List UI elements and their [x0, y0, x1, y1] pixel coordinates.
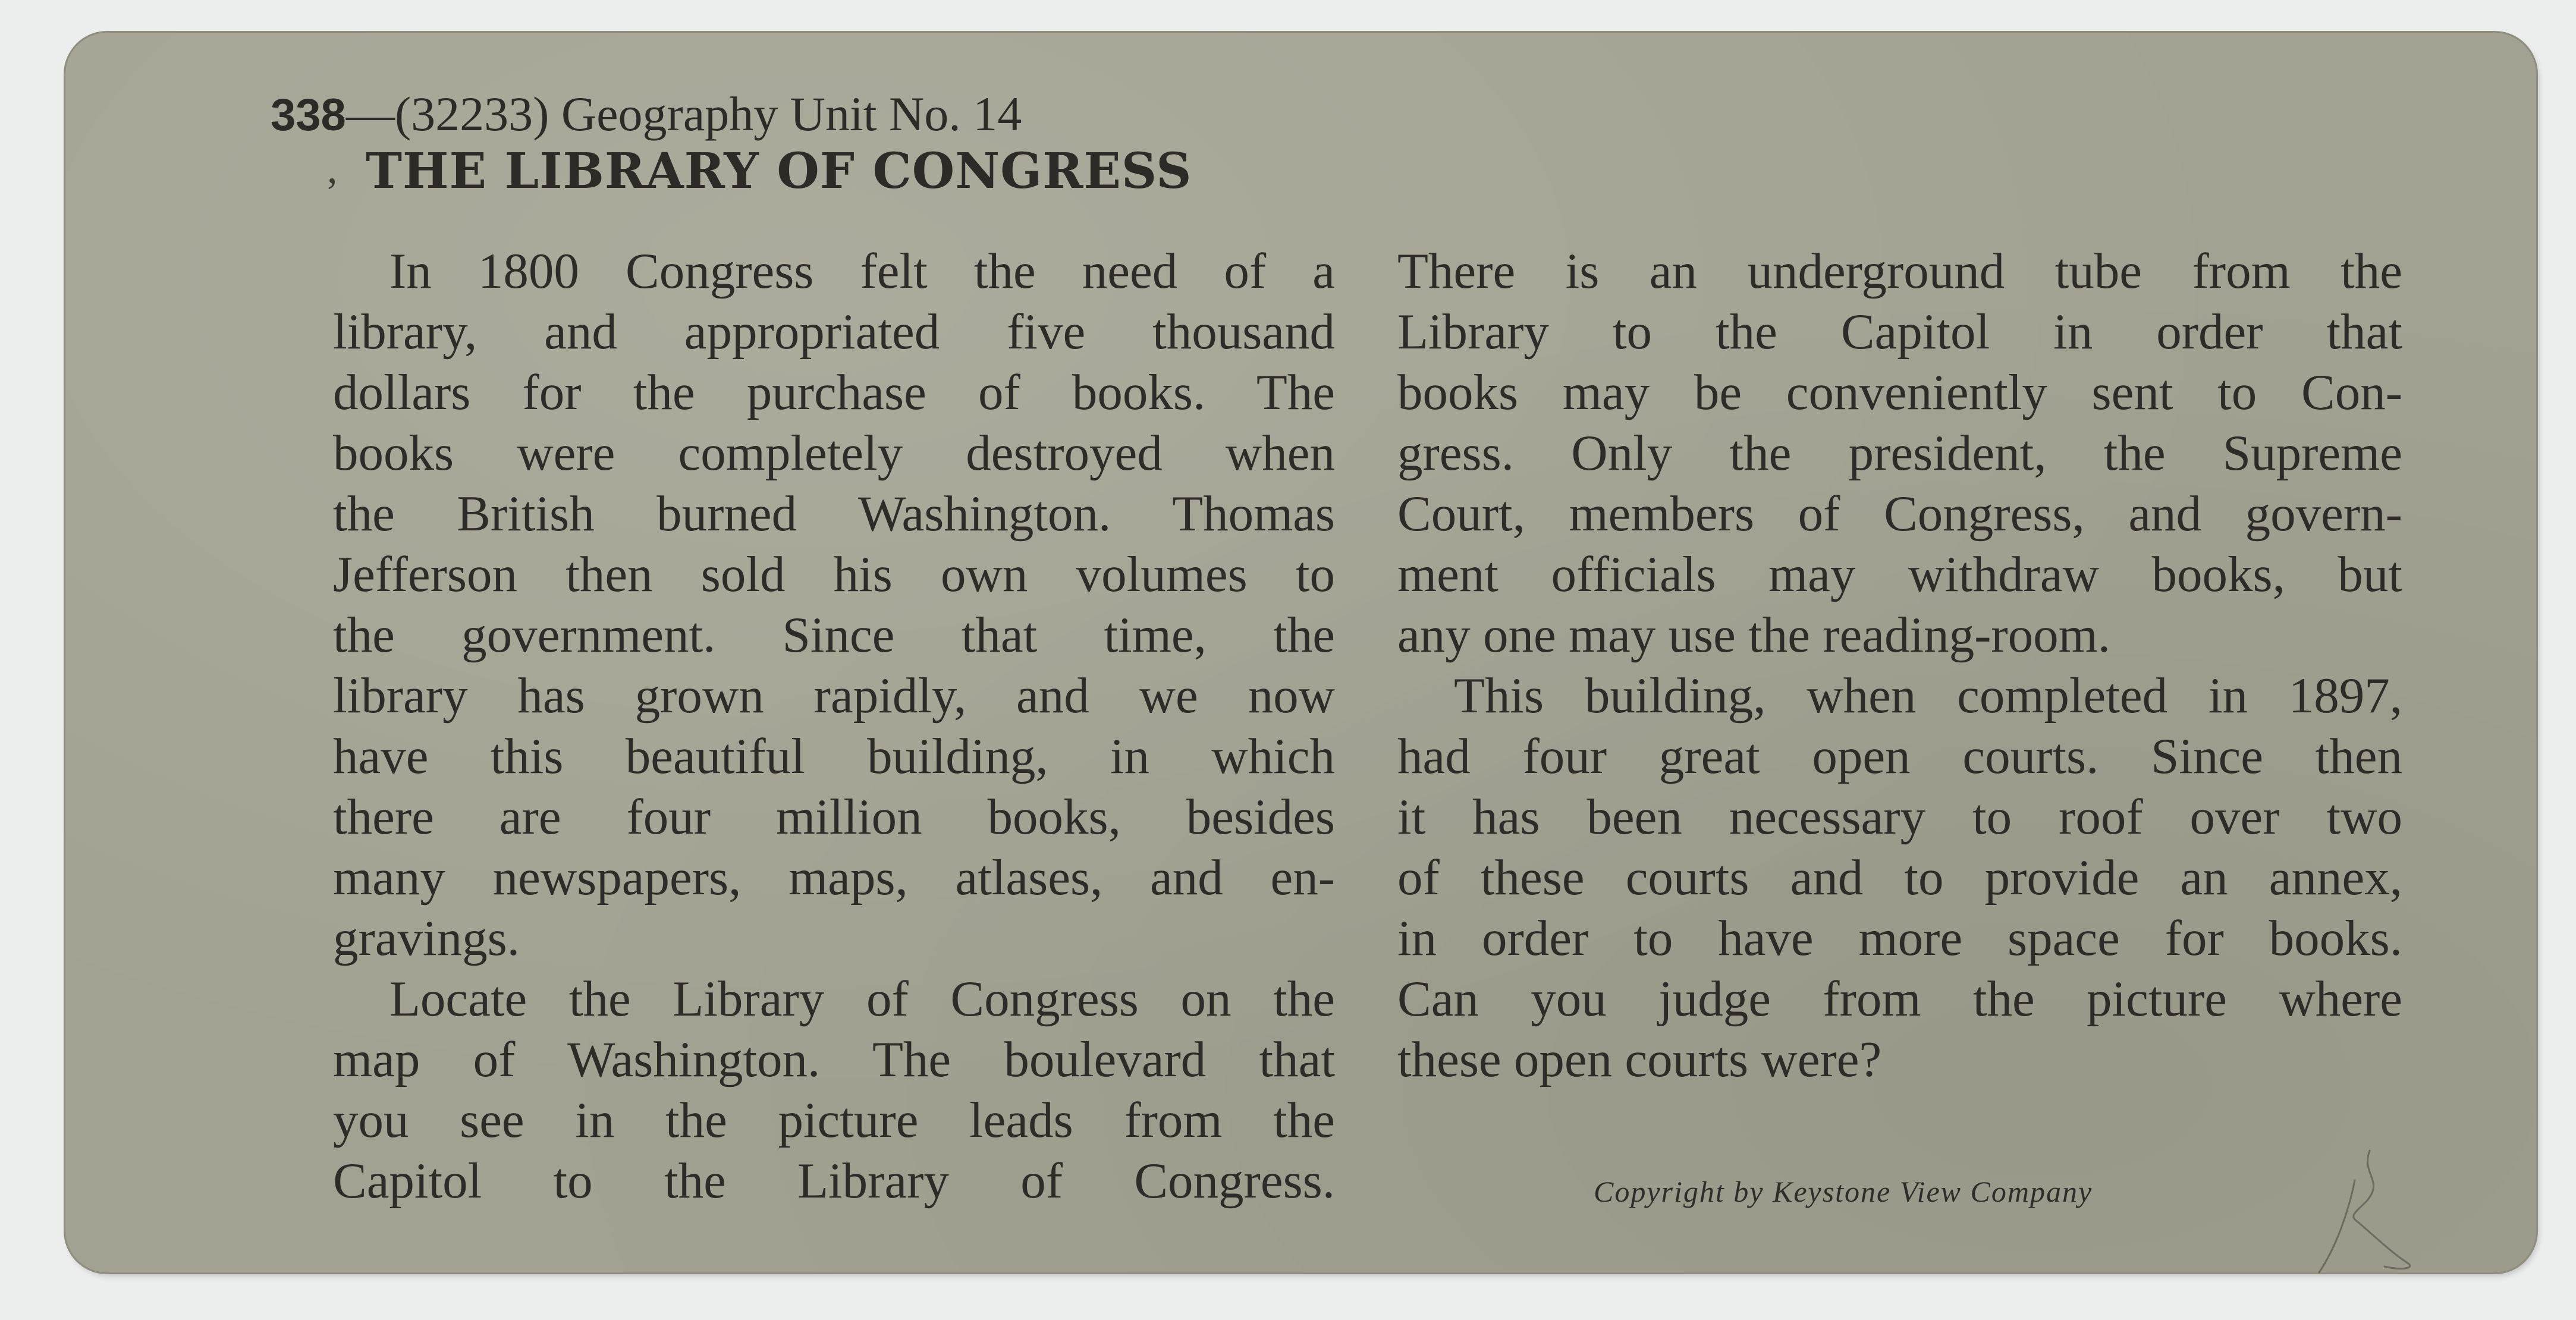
text-line: map of Washington. The boulevard that [333, 1032, 1335, 1088]
text-line: the British burned Washington. Thomas [333, 486, 1335, 542]
pencil-mark-icon [2313, 1145, 2432, 1281]
text-line: gravings. [333, 910, 520, 966]
text-line: This building, when completed in 1897, [1454, 668, 2402, 724]
text-line: had four great open courts. Since then [1397, 728, 2402, 784]
text-line: In 1800 Congress felt the need of a [389, 243, 1335, 299]
card-series: —(32233) Geography Unit No. 14 [345, 87, 1022, 141]
text-line: ment officials may withdraw books, but [1397, 546, 2402, 602]
text-line: Court, members of Congress, and govern- [1397, 486, 2402, 542]
text-line: library has grown rapidly, and we now [333, 668, 1335, 724]
text-line: many newspapers, maps, atlases, and en- [333, 850, 1335, 906]
text-line: Capitol to the Library of Congress. [333, 1153, 1335, 1209]
text-line: books were completely destroyed when [333, 425, 1335, 481]
card-header [271, 86, 1022, 142]
text-line: library, and appropriated five thousand [333, 304, 1335, 360]
text-line: Can you judge from the picture where [1397, 971, 2402, 1027]
copyright-line: Copyright by Keystone View Company [1594, 1175, 2093, 1208]
text-line: there are four million books, besides [333, 789, 1335, 845]
text-line: you see in the picture leads from the [333, 1092, 1335, 1148]
text-line: any one may use the reading-room. [1397, 607, 2111, 663]
text-line: books may be conveniently sent to Con- [1397, 364, 2402, 420]
card-title: THE LIBRARY OF CONGRESS [366, 143, 1192, 200]
text-line: gress. Only the president, the Supreme [1397, 425, 2402, 481]
text-line: in order to have more space for books. [1397, 910, 2402, 966]
card-number: 338 [271, 90, 346, 140]
text-line: There is an underground tube from the [1397, 243, 2402, 299]
left-text-column [333, 241, 1335, 1211]
text-line: dollars for the purchase of books. The [333, 364, 1335, 420]
text-line: these open courts were? [1397, 1032, 1882, 1088]
text-line: have this beautiful building, in which [333, 728, 1335, 784]
text-line: Library to the Capitol in order that [1397, 304, 2402, 360]
right-text-column [1397, 241, 2402, 1090]
text-line: Locate the Library of Congress on the [389, 971, 1335, 1027]
stereoview-card [65, 33, 2536, 1272]
text-line: the government. Since that time, the [333, 607, 1335, 663]
text-line: of these courts and to provide an annex, [1397, 850, 2402, 906]
text-line: Jefferson then sold his own volumes to [333, 546, 1335, 602]
text-line: it has been necessary to roof over two [1397, 789, 2402, 845]
pencil-tick-mark: , [327, 146, 338, 192]
